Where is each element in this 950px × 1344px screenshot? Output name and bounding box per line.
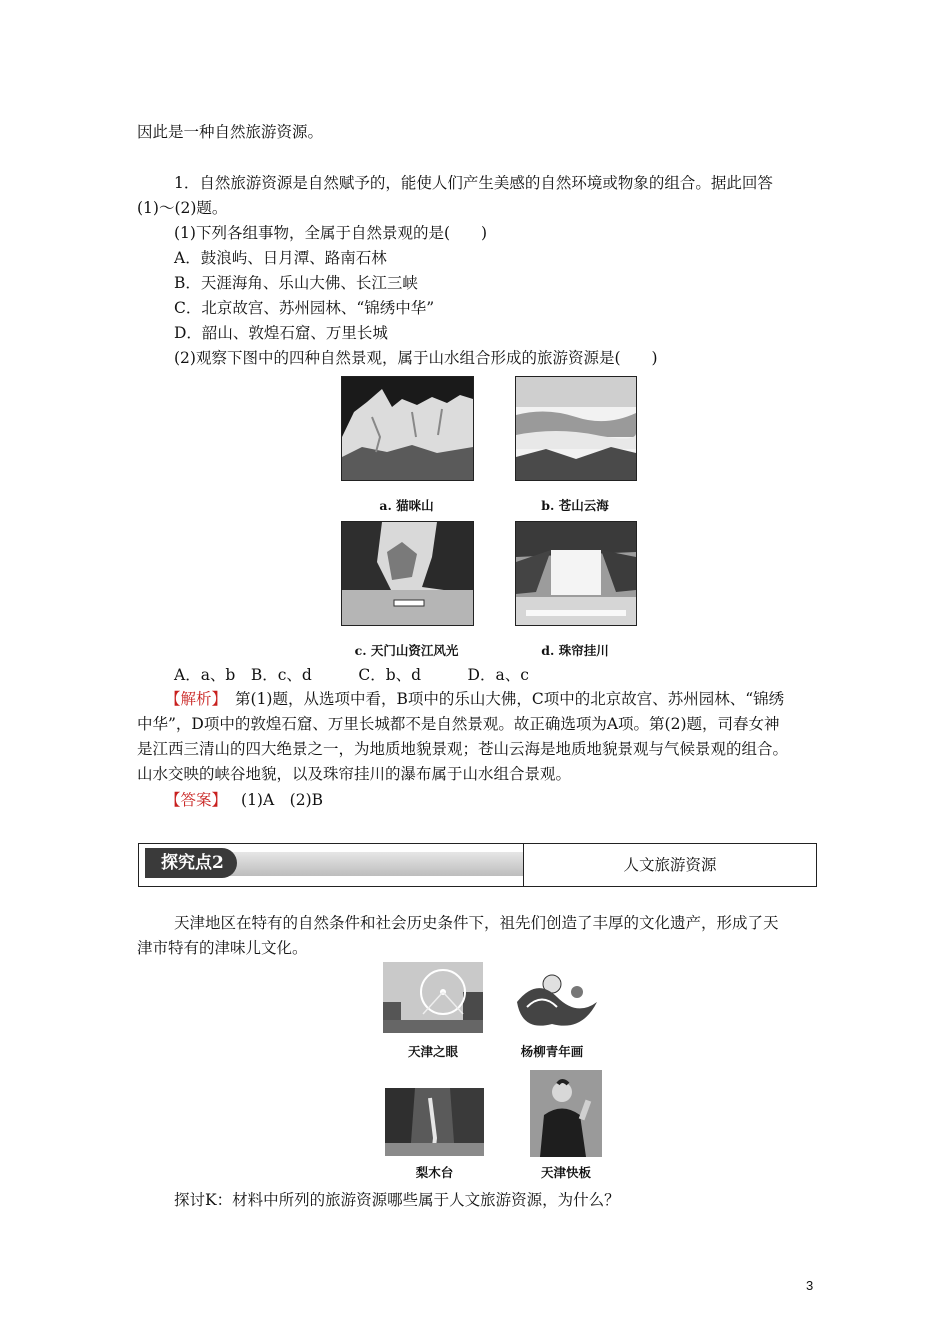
tianjin-paragraph-2: 津市特有的津味儿文化。 xyxy=(137,939,308,957)
answer-text: (1)A (2)B xyxy=(241,791,324,809)
caption-c: c. 天门山资江风光 xyxy=(354,643,459,658)
page-number: 3 xyxy=(806,1278,814,1293)
question-stem: 1．自然旅游资源是自然赋予的，能使人们产生美感的自然环境或物象的组合。据此回答 xyxy=(174,174,773,192)
caption-tianjin-eye: 天津之眼 xyxy=(407,1044,458,1059)
section-header xyxy=(138,843,817,887)
explore-question: 探讨K：材料中所列的旅游资源哪些属于人文旅游资源，为什么？ xyxy=(174,1191,620,1209)
caption-a: a. 猫咪山 xyxy=(379,498,434,513)
subquestion-2: (2)观察下图中的四种自然景观，属于山水组合形成的旅游资源是( ) xyxy=(174,349,658,367)
subquestion-2-options: A．a、b B．c、d C．b、d D．a、c xyxy=(174,666,529,684)
analysis-line-3: 是江西三清山的四大绝景之一，为地质地貌景观；苍山云海是地质地貌景观与气候景观的组合。 xyxy=(137,740,789,758)
option-b: B．天涯海角、乐山大佛、长江三峡 xyxy=(174,274,418,292)
intro-line: 因此是一种自然旅游资源。 xyxy=(137,123,324,141)
photo-waterfall xyxy=(515,521,637,626)
analysis-line-2: 中华”，D项中的敦煌石窟、万里长城都不是自然景观。故正确选项为A项。第(2)题，司春女神 xyxy=(137,715,780,733)
photo-tianjin-eye xyxy=(383,962,483,1033)
caption-d: d. 珠帘挂川 xyxy=(541,643,609,658)
photo-cloud-sea xyxy=(515,376,637,481)
caption-limutai: 梨木台 xyxy=(415,1165,454,1180)
section-header-banner xyxy=(139,844,524,886)
photo-new-year-painting xyxy=(497,962,607,1033)
photo-tianjin-kuaiban xyxy=(530,1070,602,1157)
section-title: 人文旅游资源 xyxy=(623,856,717,874)
photo-limutai xyxy=(385,1088,484,1156)
caption-b: b. 苍山云海 xyxy=(541,498,609,513)
caption-new-year-painting: 杨柳青年画 xyxy=(520,1044,584,1059)
subquestion-1: (1)下列各组事物，全属于自然景观的是( ) xyxy=(174,224,488,242)
option-d: D．韶山、敦煌石窟、万里长城 xyxy=(174,324,388,342)
answer-line xyxy=(165,789,323,811)
caption-tianjin-kuaiban: 天津快板 xyxy=(540,1165,591,1180)
question-stem-cont: (1)～(2)题。 xyxy=(137,199,228,217)
analysis-line-1 xyxy=(165,688,784,710)
analysis-label: 【解析】 xyxy=(165,690,228,708)
answer-label: 【答案】 xyxy=(165,791,228,809)
section-tag: 探究点2 xyxy=(145,848,237,878)
option-c: C．北京故宫、苏州园林、“锦绣中华” xyxy=(174,299,435,317)
photo-cat-mountain xyxy=(341,376,474,481)
option-a: A．鼓浪屿、日月潭、路南石林 xyxy=(174,249,387,267)
analysis-line-4: 山水交映的峡谷地貌，以及珠帘挂川的瀑布属于山水组合景观。 xyxy=(137,765,572,783)
tianjin-paragraph-1: 天津地区在特有的自然条件和社会历史条件下，祖先们创造了丰厚的文化遗产，形成了天 xyxy=(174,914,779,932)
analysis-text-1: 第(1)题，从选项中看，B项中的乐山大佛，C项中的北京故宫、苏州园林、“锦绣 xyxy=(235,690,785,708)
photo-river-gorge xyxy=(341,521,474,626)
